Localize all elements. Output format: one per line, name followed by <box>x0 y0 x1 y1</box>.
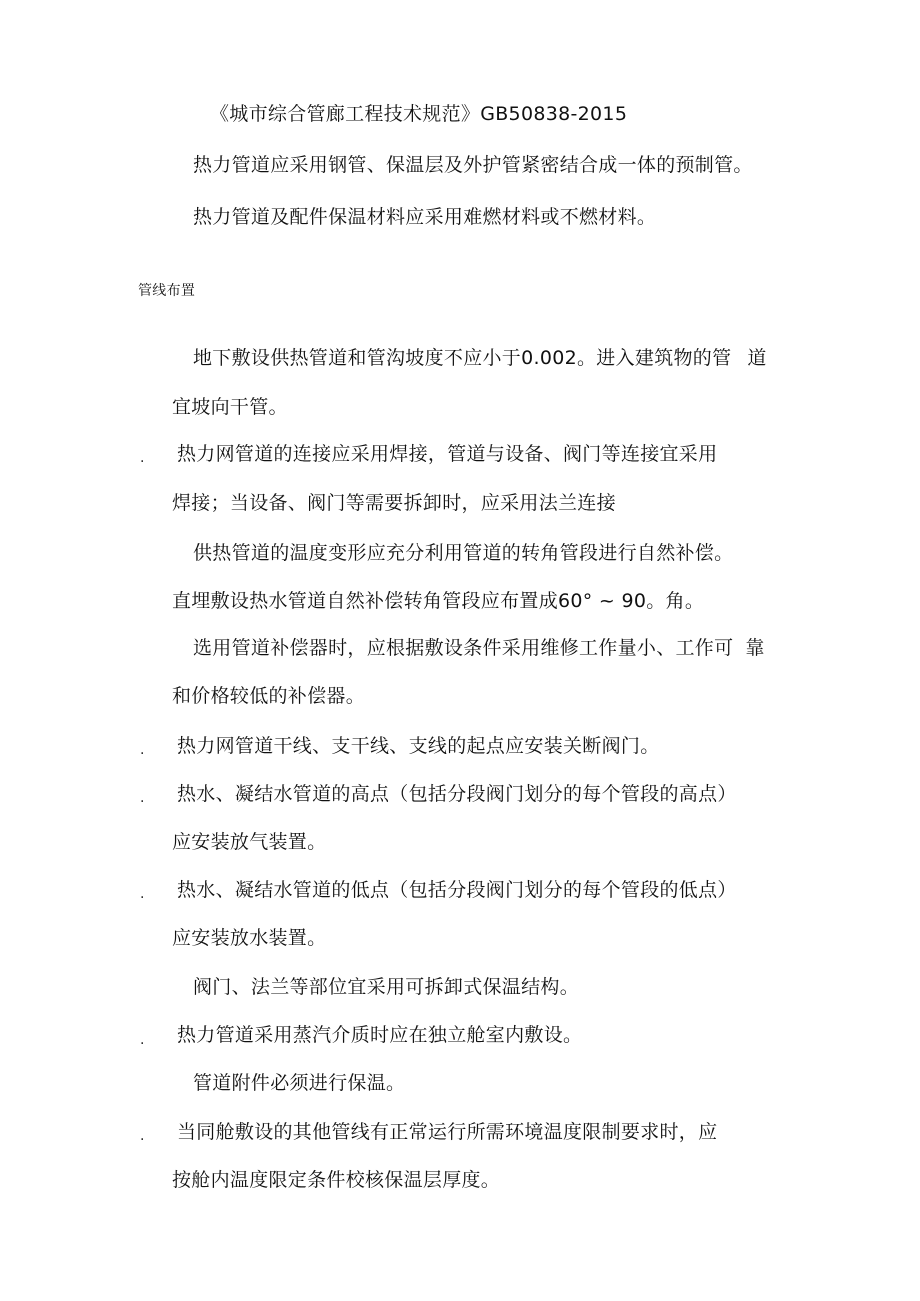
item-weld-line1: 热力网管道的连接应采用焊接，管道与设备、阀门等连接宜采用 <box>177 443 718 465</box>
bullet-mark: . <box>140 450 145 466</box>
section-heading: 管线布置 <box>138 283 196 299</box>
item-removable-insulation: 阀门、法兰等部位宜采用可拆卸式保温结构。 <box>193 976 580 998</box>
item-high-point-line2: 应安装放气装置。 <box>172 831 327 853</box>
item-valve: 热力网管道干线、支干线、支线的起点应安装关断阀门。 <box>177 735 660 757</box>
bullet-mark: . <box>140 1032 145 1048</box>
item-slope-line2: 宜坡向干管。 <box>172 396 288 418</box>
item-low-point-line1: 热水、凝结水管道的低点（包括分段阀门划分的每个管段的低点） <box>177 879 737 901</box>
item-compensation-line2: 直埋敷设热水管道自然补偿转角管段应布置成60° ~ 90。角。 <box>172 590 705 612</box>
bullet-mark: . <box>140 742 145 758</box>
item-compensation-line3 <box>193 636 765 660</box>
item-slope-line1-tail: 道 <box>747 347 767 369</box>
paragraph-prefab-pipe: 热力管道应采用钢管、保温层及外护管紧密结合成一体的预制管。 <box>193 154 753 176</box>
item-compensation-line4: 和价格较低的补偿器。 <box>172 685 366 707</box>
item-cohabit-line1: 当同舱敷设的其他管线有正常运行所需环境温度限制要求时，应 <box>177 1121 718 1143</box>
item-compensation-line3-text: 选用管道补偿器时，应根据敷设条件采用维修工作量小、工作可 <box>193 637 734 659</box>
bullet-mark: . <box>140 790 145 806</box>
item-weld-line2: 焊接；当设备、阀门等需要拆卸时，应采用法兰连接 <box>172 492 616 514</box>
item-fitting-insulation: 管道附件必须进行保温。 <box>193 1072 406 1094</box>
item-high-point-line1: 热水、凝结水管道的高点（包括分段阀门划分的每个管段的高点） <box>177 783 737 805</box>
item-slope-line1-text: 地下敷设供热管道和管沟坡度不应小于0.002。进入建筑物的管 <box>193 347 732 369</box>
item-slope-line1 <box>193 346 767 370</box>
item-steam: 热力管道采用蒸汽介质时应在独立舱室内敷设。 <box>177 1024 583 1046</box>
item-low-point-line2: 应安装放水装置。 <box>172 927 327 949</box>
item-cohabit-line2: 按舱内温度限定条件校核保温层厚度。 <box>172 1169 501 1191</box>
bullet-mark: . <box>140 886 145 902</box>
paragraph-insulation-material: 热力管道及配件保温材料应采用难燃材料或不燃材料。 <box>193 206 657 228</box>
bullet-mark: . <box>140 1128 145 1144</box>
item-compensation-line1: 供热管道的温度变形应充分利用管道的转角管段进行自然补偿。 <box>193 542 734 564</box>
page-title: 《城市综合管廊工程技术规范》GB50838-2015 <box>210 103 628 125</box>
item-compensation-line3-tail: 靠 <box>745 637 765 659</box>
